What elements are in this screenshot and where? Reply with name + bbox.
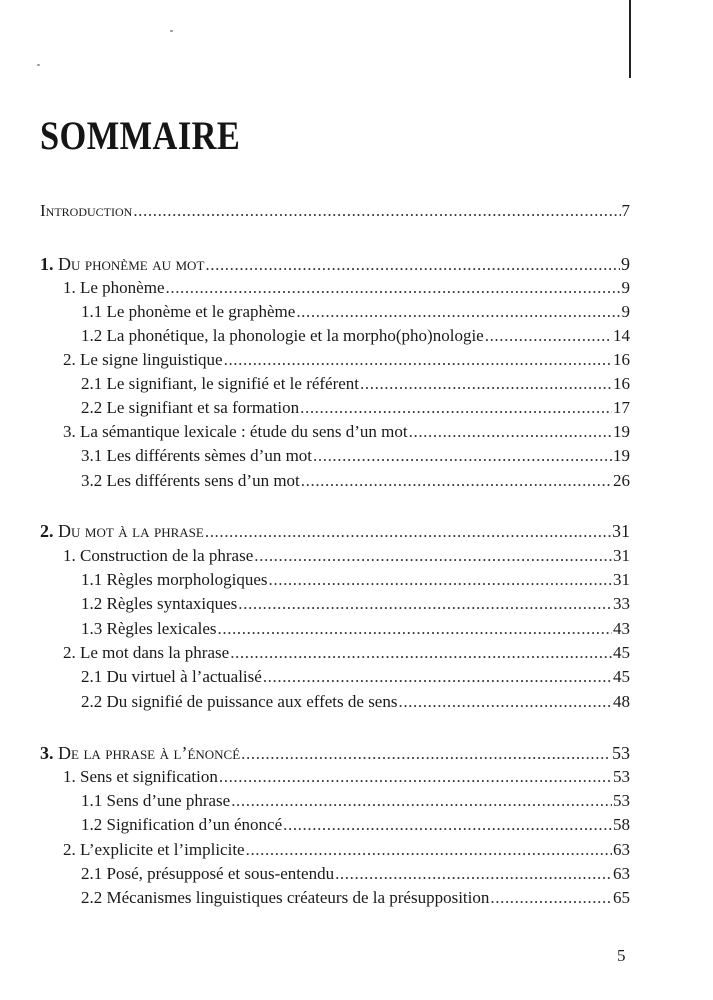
toc-entry-text: 1. Sens et signification [63, 767, 218, 786]
toc-page-number: 31 [612, 521, 630, 541]
toc-entry-text: 1. Construction de la phrase [63, 546, 254, 565]
toc-entry-label [40, 742, 240, 764]
toc-entry-text: 3.1 Les différents sèmes d’un mot [81, 446, 313, 465]
toc-subsection-entry [81, 691, 630, 713]
dot-leader [269, 569, 612, 591]
toc-page-number: 9 [621, 302, 630, 321]
dot-leader [300, 397, 612, 419]
toc-section-entry [63, 545, 630, 567]
dot-leader [224, 349, 612, 371]
toc-entry-text: 2.2 Mécanismes linguistiques créateurs de la présupposition [81, 888, 490, 907]
toc-section-entry [63, 349, 630, 371]
dot-leader [218, 618, 613, 640]
chapter-number: 2. [40, 521, 58, 541]
toc-subsection-entry [81, 325, 630, 347]
toc-entry-label [81, 593, 237, 615]
toc-entry-label [81, 325, 484, 347]
toc-page-number: 58 [613, 815, 630, 834]
toc-page-number: 31 [613, 570, 630, 589]
toc-subsection-entry [81, 445, 630, 467]
toc-page-number: 48 [613, 692, 630, 711]
dot-leader [238, 593, 612, 615]
toc-entry-text: 2.1 Le signifiant, le signifié et le référent [81, 374, 360, 393]
toc-entry-text: 1.1 Sens d’une phrase [81, 791, 231, 810]
toc-page-number: 53 [612, 743, 630, 763]
toc-entry-label [63, 766, 218, 788]
toc-page-number: 53 [613, 791, 630, 810]
toc-page-number: 9 [621, 254, 630, 274]
toc-subsection-entry [81, 814, 630, 836]
toc-entry-text: 2. Le signe linguistique [63, 350, 223, 369]
toc-entry-text: 1.3 Règles lexicales [81, 619, 217, 638]
toc-page-number: 31 [613, 546, 630, 565]
toc-entry-text: Du phonème au mot [58, 254, 205, 274]
toc-entry-text: 2. L’explicite et l’implicite [63, 840, 245, 859]
toc-page-number: 16 [613, 374, 630, 393]
toc-entry-text: 2.1 Du virtuel à l’actualisé [81, 667, 262, 686]
chapter-number: 3. [40, 743, 58, 763]
toc-section-entry [63, 766, 630, 788]
toc-page-number: 26 [613, 471, 630, 490]
toc-subsection-entry [81, 301, 630, 323]
toc-entry-label [81, 397, 299, 419]
dot-leader [490, 887, 612, 909]
toc-subsection-entry [81, 790, 630, 812]
dot-leader [296, 301, 620, 323]
toc-chapter-entry [40, 200, 630, 222]
toc-subsection-entry [81, 887, 630, 909]
dot-leader [205, 254, 620, 276]
dot-leader [219, 766, 612, 788]
toc-entry-text: 1. Le phonème [63, 278, 165, 297]
toc-subsection-entry [81, 863, 630, 885]
toc-section-entry [63, 642, 630, 664]
toc-page-number: 45 [613, 643, 630, 662]
toc-page-number: 19 [613, 446, 630, 465]
toc-entry-label [63, 349, 223, 371]
page-title: SOMMAIRE [40, 113, 241, 158]
toc-entry-text: 1.2 Signification d’un énoncé [81, 815, 283, 834]
toc-entry-text: 1.2 Règles syntaxiques [81, 594, 238, 613]
dot-leader [283, 814, 612, 836]
page-edge-line [629, 0, 631, 78]
toc-entry-label [81, 569, 268, 591]
toc-entry-text: 1.1 Règles morphologiques [81, 570, 268, 589]
toc-entry-label [81, 666, 262, 688]
toc-chapter-entry [40, 742, 630, 764]
toc-page-number: 43 [613, 619, 630, 638]
toc-subsection-entry [81, 373, 630, 395]
toc-subsection-entry [81, 666, 630, 688]
toc-entry-label [63, 421, 408, 443]
toc-entry-label [40, 253, 204, 275]
toc-page-number: 45 [613, 667, 630, 686]
toc-entry-label [63, 277, 165, 299]
toc-entry-text: 2.2 Le signifiant et sa formation [81, 398, 300, 417]
toc-entry-label [81, 618, 217, 640]
scan-speck [37, 64, 40, 66]
toc-section-entry [63, 839, 630, 861]
dot-leader [301, 470, 612, 492]
dot-leader [335, 863, 612, 885]
dot-leader [133, 200, 620, 222]
scan-speck [170, 30, 173, 32]
dot-leader [263, 666, 612, 688]
dot-leader [485, 325, 612, 347]
dot-leader [313, 445, 612, 467]
toc-section-entry [63, 421, 630, 443]
toc-page-number: 65 [613, 888, 630, 907]
chapter-number: 1. [40, 254, 58, 274]
toc-entry-label [40, 520, 204, 542]
toc-page-number: 17 [613, 398, 630, 417]
dot-leader [254, 545, 612, 567]
toc-page-number: 14 [613, 326, 630, 345]
toc-page-number: 63 [613, 864, 630, 883]
dot-leader [166, 277, 621, 299]
toc-entry-label [81, 863, 334, 885]
toc-chapter-entry [40, 253, 630, 275]
toc-subsection-entry [81, 618, 630, 640]
toc-entry-label [81, 790, 230, 812]
toc-entry-label [81, 691, 397, 713]
dot-leader [241, 743, 611, 765]
toc-subsection-entry [81, 569, 630, 591]
toc-chapter-entry [40, 520, 630, 542]
toc-page-number: 63 [613, 840, 630, 859]
toc-entry-text: De la phrase à l’énoncé [58, 743, 241, 763]
toc-entry-label [81, 445, 312, 467]
toc-entry-text: Du mot à la phrase [58, 521, 204, 541]
dot-leader [360, 373, 612, 395]
toc-entry-label [81, 887, 489, 909]
toc-page-number: 9 [621, 278, 630, 297]
toc-entry-text: 2.2 Du signifié de puissance aux effets de sens [81, 692, 398, 711]
dot-leader [230, 642, 612, 664]
toc-entry-text: 2.1 Posé, présupposé et sous-entendu [81, 864, 335, 883]
dot-leader [205, 521, 611, 543]
toc-subsection-entry [81, 470, 630, 492]
toc-entry-text: 3.2 Les différents sens d’un mot [81, 471, 300, 490]
toc-page-number: 33 [613, 594, 630, 613]
dot-leader [409, 421, 612, 443]
toc-subsection-entry [81, 593, 630, 615]
toc-entry-label [40, 200, 132, 222]
toc-entry-label [81, 373, 359, 395]
toc-page-number: 19 [613, 422, 630, 441]
toc-entry-label [81, 470, 300, 492]
toc-page-number: 53 [613, 767, 630, 786]
toc-entry-text: 3. La sémantique lexicale : étude du sens d’un mot [63, 422, 408, 441]
dot-leader [398, 691, 612, 713]
toc-entry-label [63, 839, 245, 861]
toc-page-number: 16 [613, 350, 630, 369]
toc-subsection-entry [81, 397, 630, 419]
toc-entry-label [63, 642, 229, 664]
toc-entry-text: 1.2 La phonétique, la phonologie et la morpho(pho)nologie [81, 326, 484, 345]
toc-entry-text: 2. Le mot dans la phrase [63, 643, 230, 662]
toc-entry-label [81, 814, 282, 836]
toc-entry-text: Introduction [40, 201, 133, 220]
dot-leader [231, 790, 612, 812]
page-number: 5 [617, 946, 626, 965]
dot-leader [246, 839, 612, 861]
toc-entry-text: 1.1 Le phonème et le graphème [81, 302, 296, 321]
toc-entry-label [63, 545, 253, 567]
toc-entry-label [81, 301, 295, 323]
toc-page-number: 7 [621, 201, 630, 220]
toc-section-entry [63, 277, 630, 299]
